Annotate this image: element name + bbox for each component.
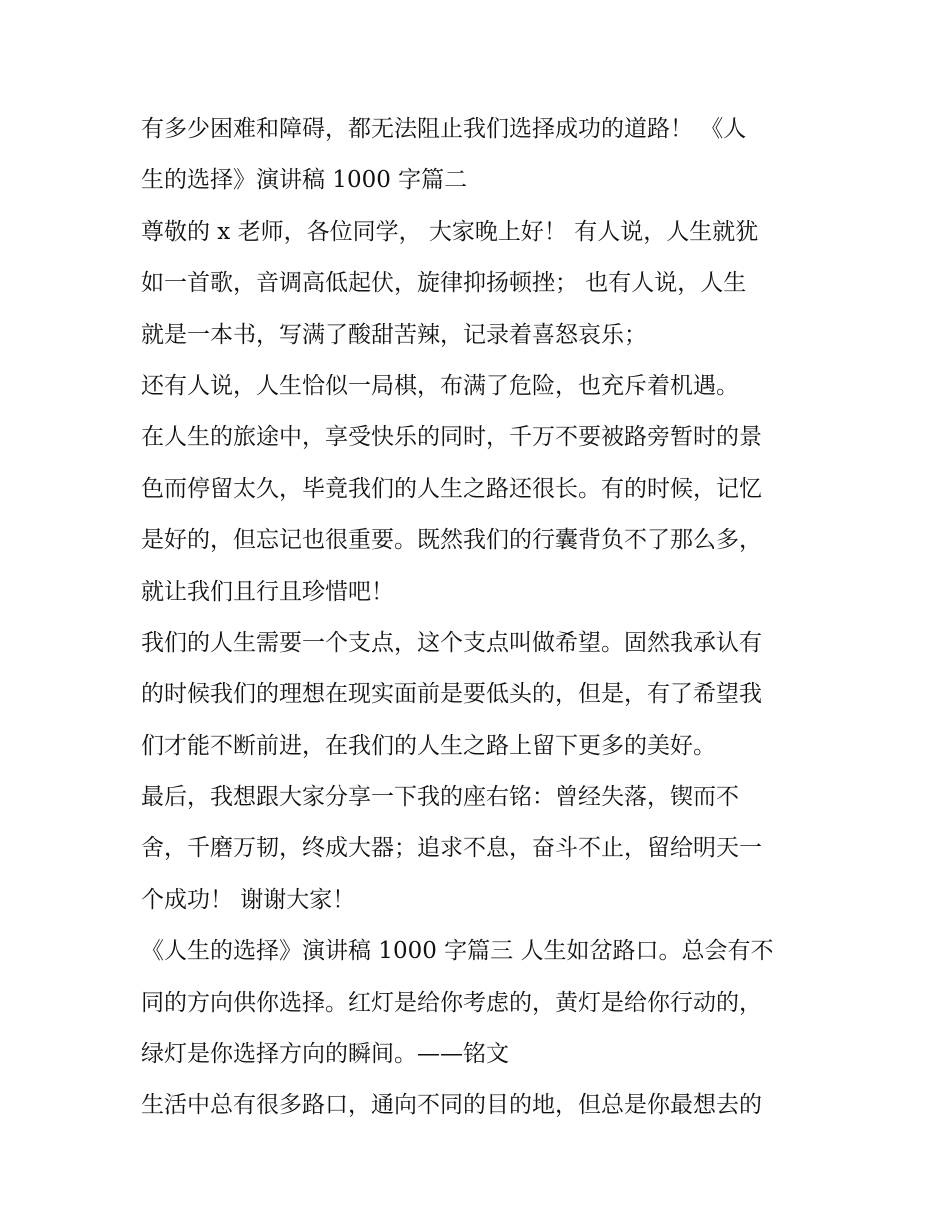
text-line: 色而停留太久，毕竟我们的人生之路还很长。有的时候，记忆 [141, 475, 762, 502]
text-line: 就让我们且行且珍惜吧！ [141, 578, 394, 605]
text-line: 尊敬的 x 老师，各位同学， 大家晚上好！ 有人说，人生就犹 [141, 218, 759, 245]
text-line: 生活中总有很多路口，通向不同的目的地，但总是你最想去的 [141, 1092, 762, 1119]
text-line: 舍，千磨万韧，终成大器；追求不息，奋斗不止，留给明天一 [141, 835, 762, 862]
text-line: 绿灯是你选择方向的瞬间。——铭文 [141, 1041, 509, 1068]
text-line: 同的方向供你选择。红灯是给你考虑的，黄灯是给你行动的， [141, 989, 762, 1016]
text-line: 我们的人生需要一个支点，这个支点叫做希望。固然我承认有 [141, 629, 762, 656]
document-body [141, 104, 821, 1132]
text-line: 有多少困难和障碍，都无法阻止我们选择成功的道路！ 《人 [141, 116, 747, 142]
text-line: 在人生的旅途中，享受快乐的同时，千万不要被路旁暂时的景 [141, 424, 762, 451]
text-line: 如一首歌，音调高低起伏，旋律抑扬顿挫； 也有人说，人生 [141, 270, 747, 297]
text-line: 是好的，但忘记也很重要。既然我们的行囊背负不了那么多， [141, 527, 762, 554]
text-line: 个成功！ 谢谢大家！ [141, 886, 356, 913]
text-line: 《人生的选择》演讲稿 1000 字篇三 人生如岔路口。总会有不 [141, 938, 774, 965]
text-line: 的时候我们的理想在现实面前是要低头的，但是，有了希望我 [141, 681, 762, 708]
text-line: 还有人说，人生恰似一局棋，布满了危险，也充斥着机遇。 [141, 372, 739, 399]
text-line: 们才能不断前进，在我们的人生之路上留下更多的美好。 [141, 732, 716, 759]
text-line: 最后，我想跟大家分享一下我的座右铭：曾经失落，锲而不 [141, 784, 739, 811]
text-line: 就是一本书，写满了酸甜苦辣，记录着喜怒哀乐； [141, 321, 647, 348]
text-line: 生的选择》演讲稿 1000 字篇二 [141, 167, 468, 194]
